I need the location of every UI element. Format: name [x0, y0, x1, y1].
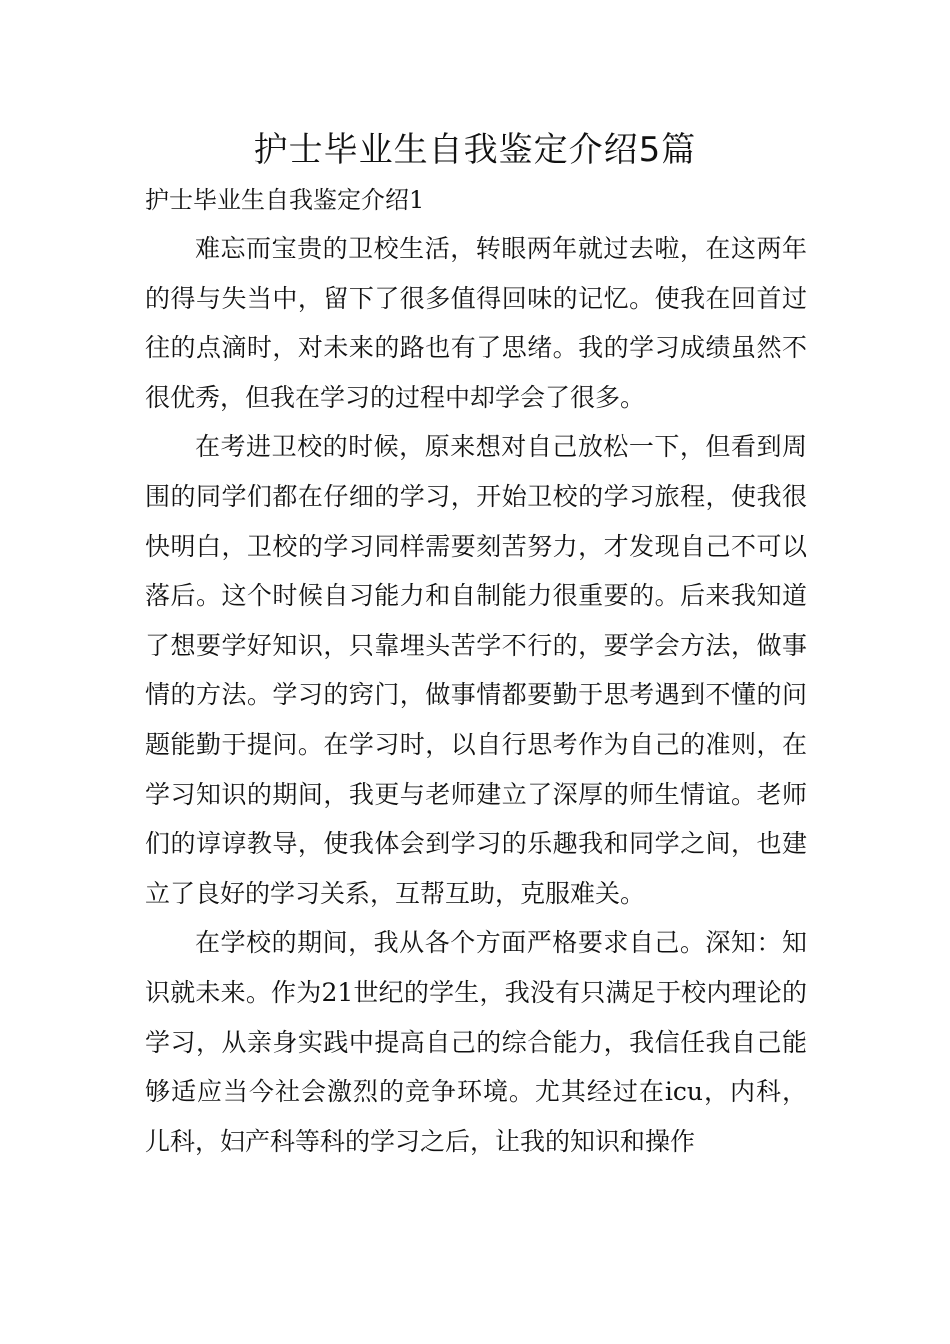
- section-heading: 护士毕业生自我鉴定介绍1: [145, 186, 425, 214]
- paragraph: 在考进卫校的时候，原来想对自己放松一下，但看到周围的同学们都在仔细的学习，开始卫校的学习旅程，使我很快明白，卫校的学习同样需要刻苦努力，才发现自己不可以落后。这个时候自习能力和自制能力很重要的。后来我知道了想要学好知识，只靠埋头苦学不行的，要学会方法，做事情的方法。学习的窍门，做事情都要勤于思考遇到不懂的问题能勤于提问。在学习时，以自行思考作为自己的准则，在学习知识的期间，我更与老师建立了深厚的师生情谊。老师们的谆谆教导，使我体会到学习的乐趣我和同学之间，也建立了良好的学习关系，互帮互助，克服难关。: [145, 432, 807, 908]
- paragraph: 在学校的期间，我从各个方面严格要求自己。深知：知识就未来。作为21世纪的学生，我没有只满足于校内理论的学习，从亲身实践中提高自己的综合能力，我信任我自己能够适应当今社会激烈的竞争环境。尤其经过在icu，内科，儿科，妇产科等科的学习之后，让我的知识和操作: [145, 928, 807, 1156]
- paragraph: 难忘而宝贵的卫校生活，转眼两年就过去啦，在这两年的得与失当中，留下了很多值得回味的记忆。使我在回首过往的点滴时，对未来的路也有了思绪。我的学习成绩虽然不很优秀，但我在学习的过程中却学会了很多。: [145, 234, 807, 412]
- body-text: [145, 224, 807, 1166]
- document-title: 护士毕业生自我鉴定介绍5篇: [253, 130, 697, 170]
